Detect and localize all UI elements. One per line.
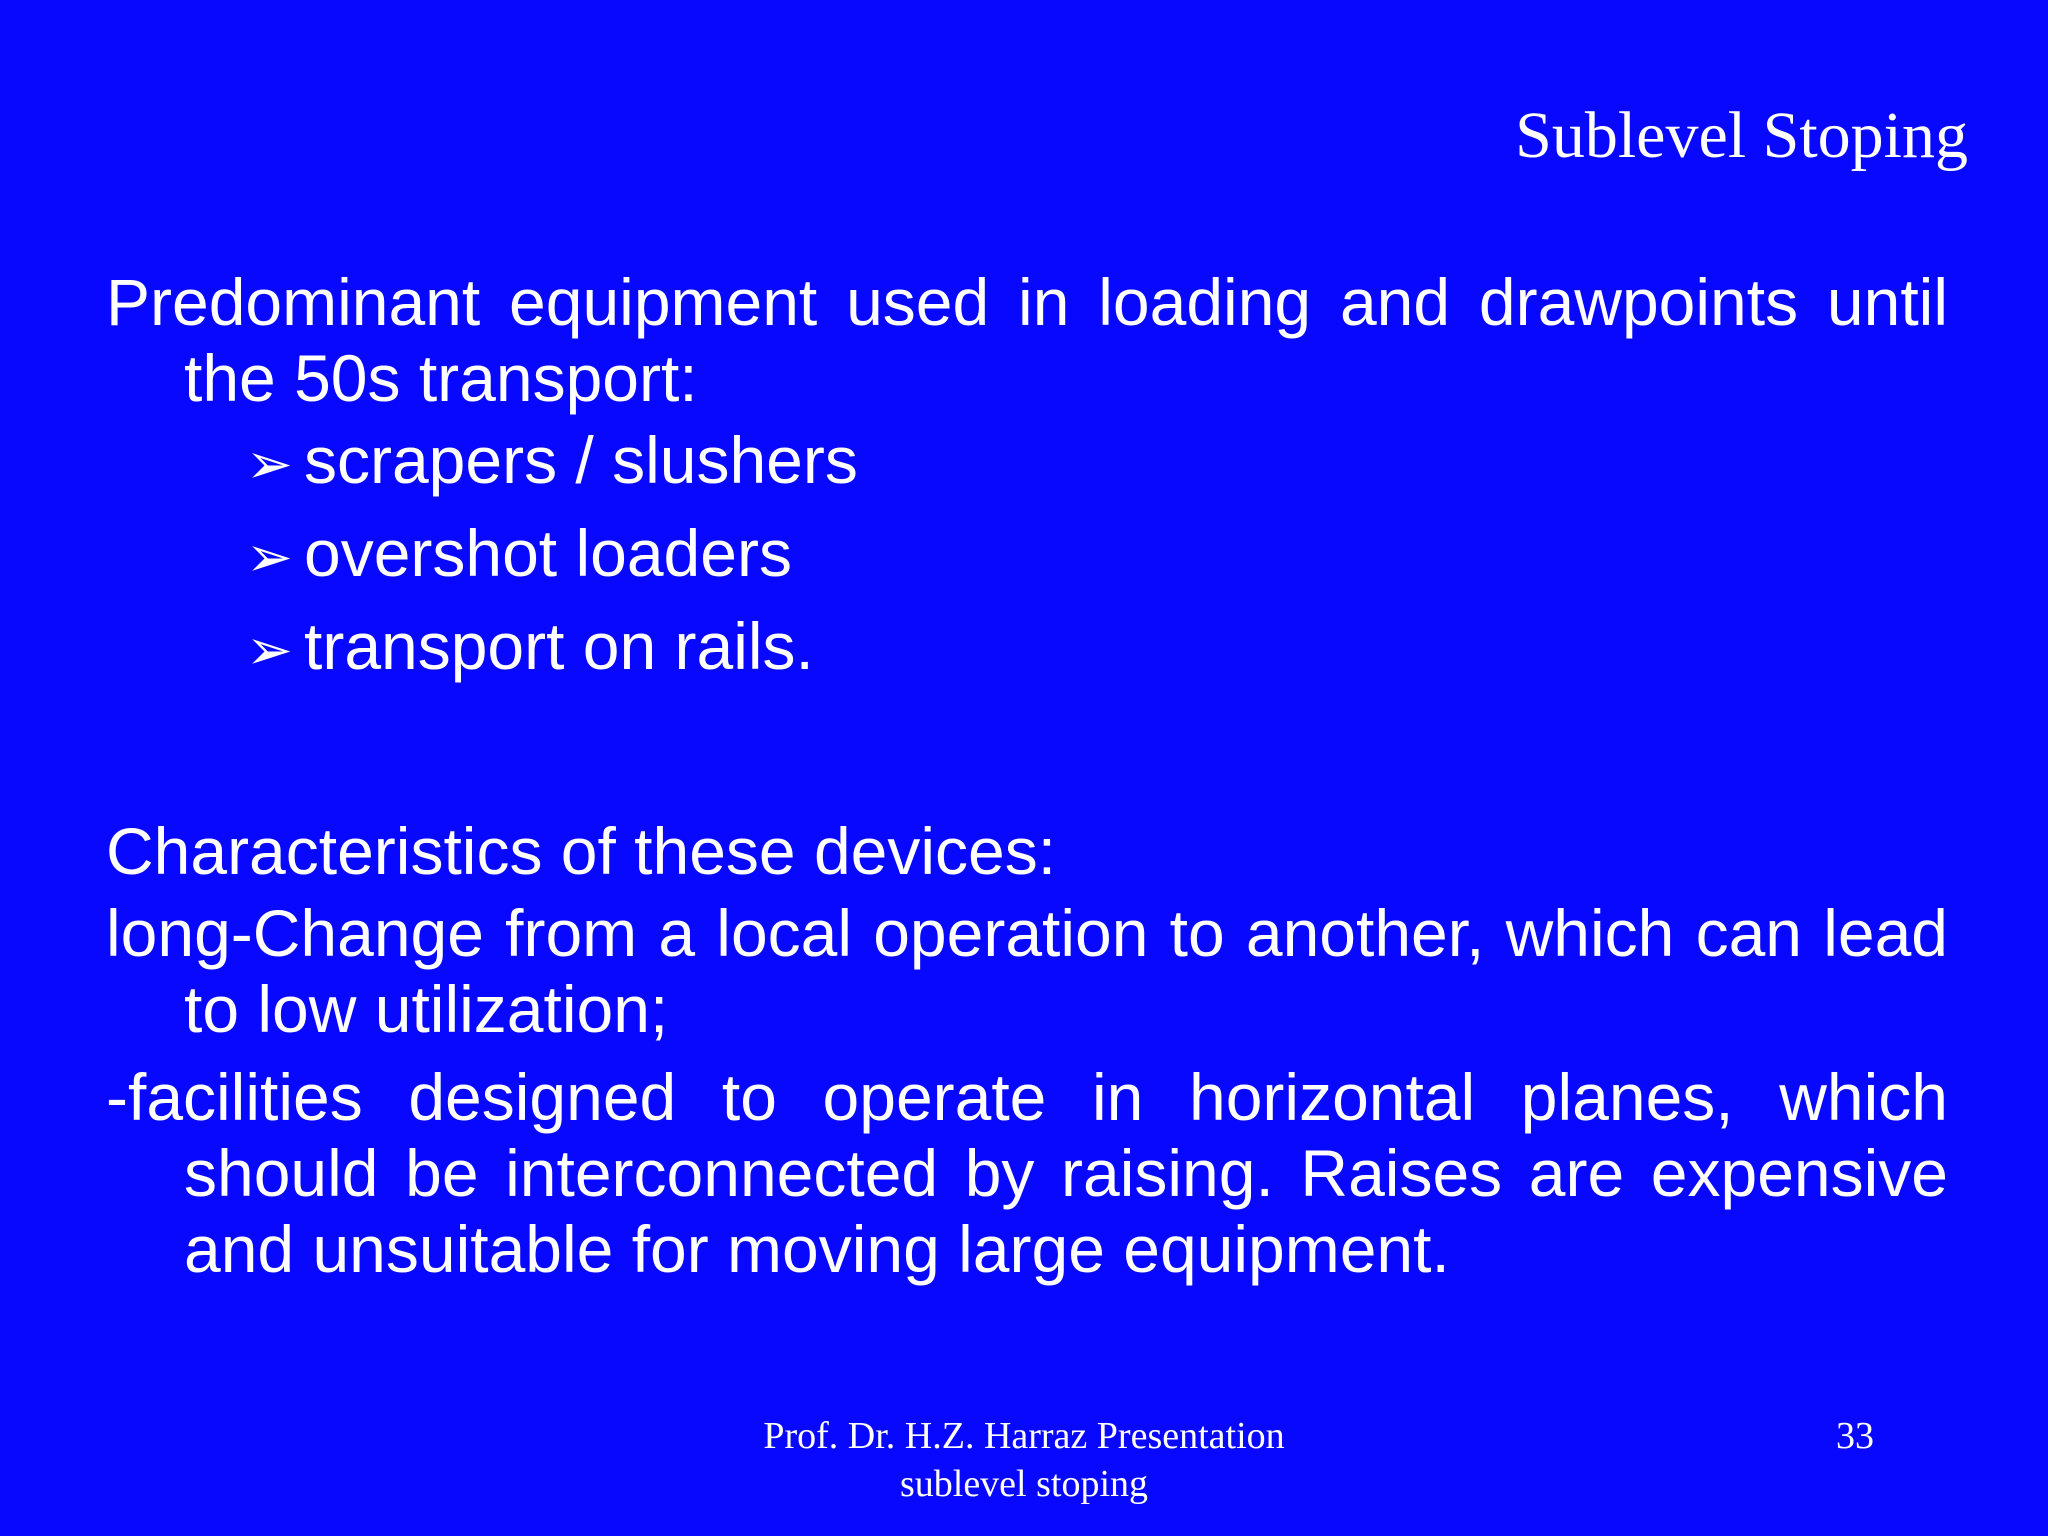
characteristics-heading: Characteristics of these devices:	[106, 814, 1057, 888]
list-item-label: transport on rails.	[304, 609, 814, 683]
footer-line-2: sublevel stoping	[899, 1463, 1149, 1505]
list-item	[246, 602, 1948, 695]
footer-line-1: Prof. Dr. H.Z. Harraz Presentation	[763, 1415, 1285, 1457]
footer-credit	[600, 1412, 1448, 1508]
arrow-bullet-icon: ➢	[246, 525, 293, 590]
characteristic-point-2: -facilities designed to operate in horizontal planes, which should be interconnected by raising. Raises are expensive and unsuitable for moving large equipment.	[106, 1060, 1948, 1286]
arrow-bullet-icon: ➢	[246, 618, 293, 683]
intro-paragraph: Predominant equipment used in loading and drawpoints until the 50s transport:	[106, 265, 1948, 415]
slide-body	[106, 264, 1948, 1287]
arrow-bullet-icon: ➢	[246, 432, 293, 497]
list-item	[246, 509, 1948, 602]
characteristic-point-1: long-Change from a local operation to another, which can lead to low utilization;	[106, 896, 1948, 1046]
slide-title: Sublevel Stoping	[1515, 99, 1968, 172]
equipment-list	[106, 416, 1948, 695]
spacer	[106, 695, 1948, 807]
list-item	[246, 416, 1948, 509]
list-item-label: scrapers / slushers	[304, 423, 858, 497]
page-number: 33	[1836, 1415, 1874, 1457]
list-item-label: overshot loaders	[304, 516, 792, 590]
